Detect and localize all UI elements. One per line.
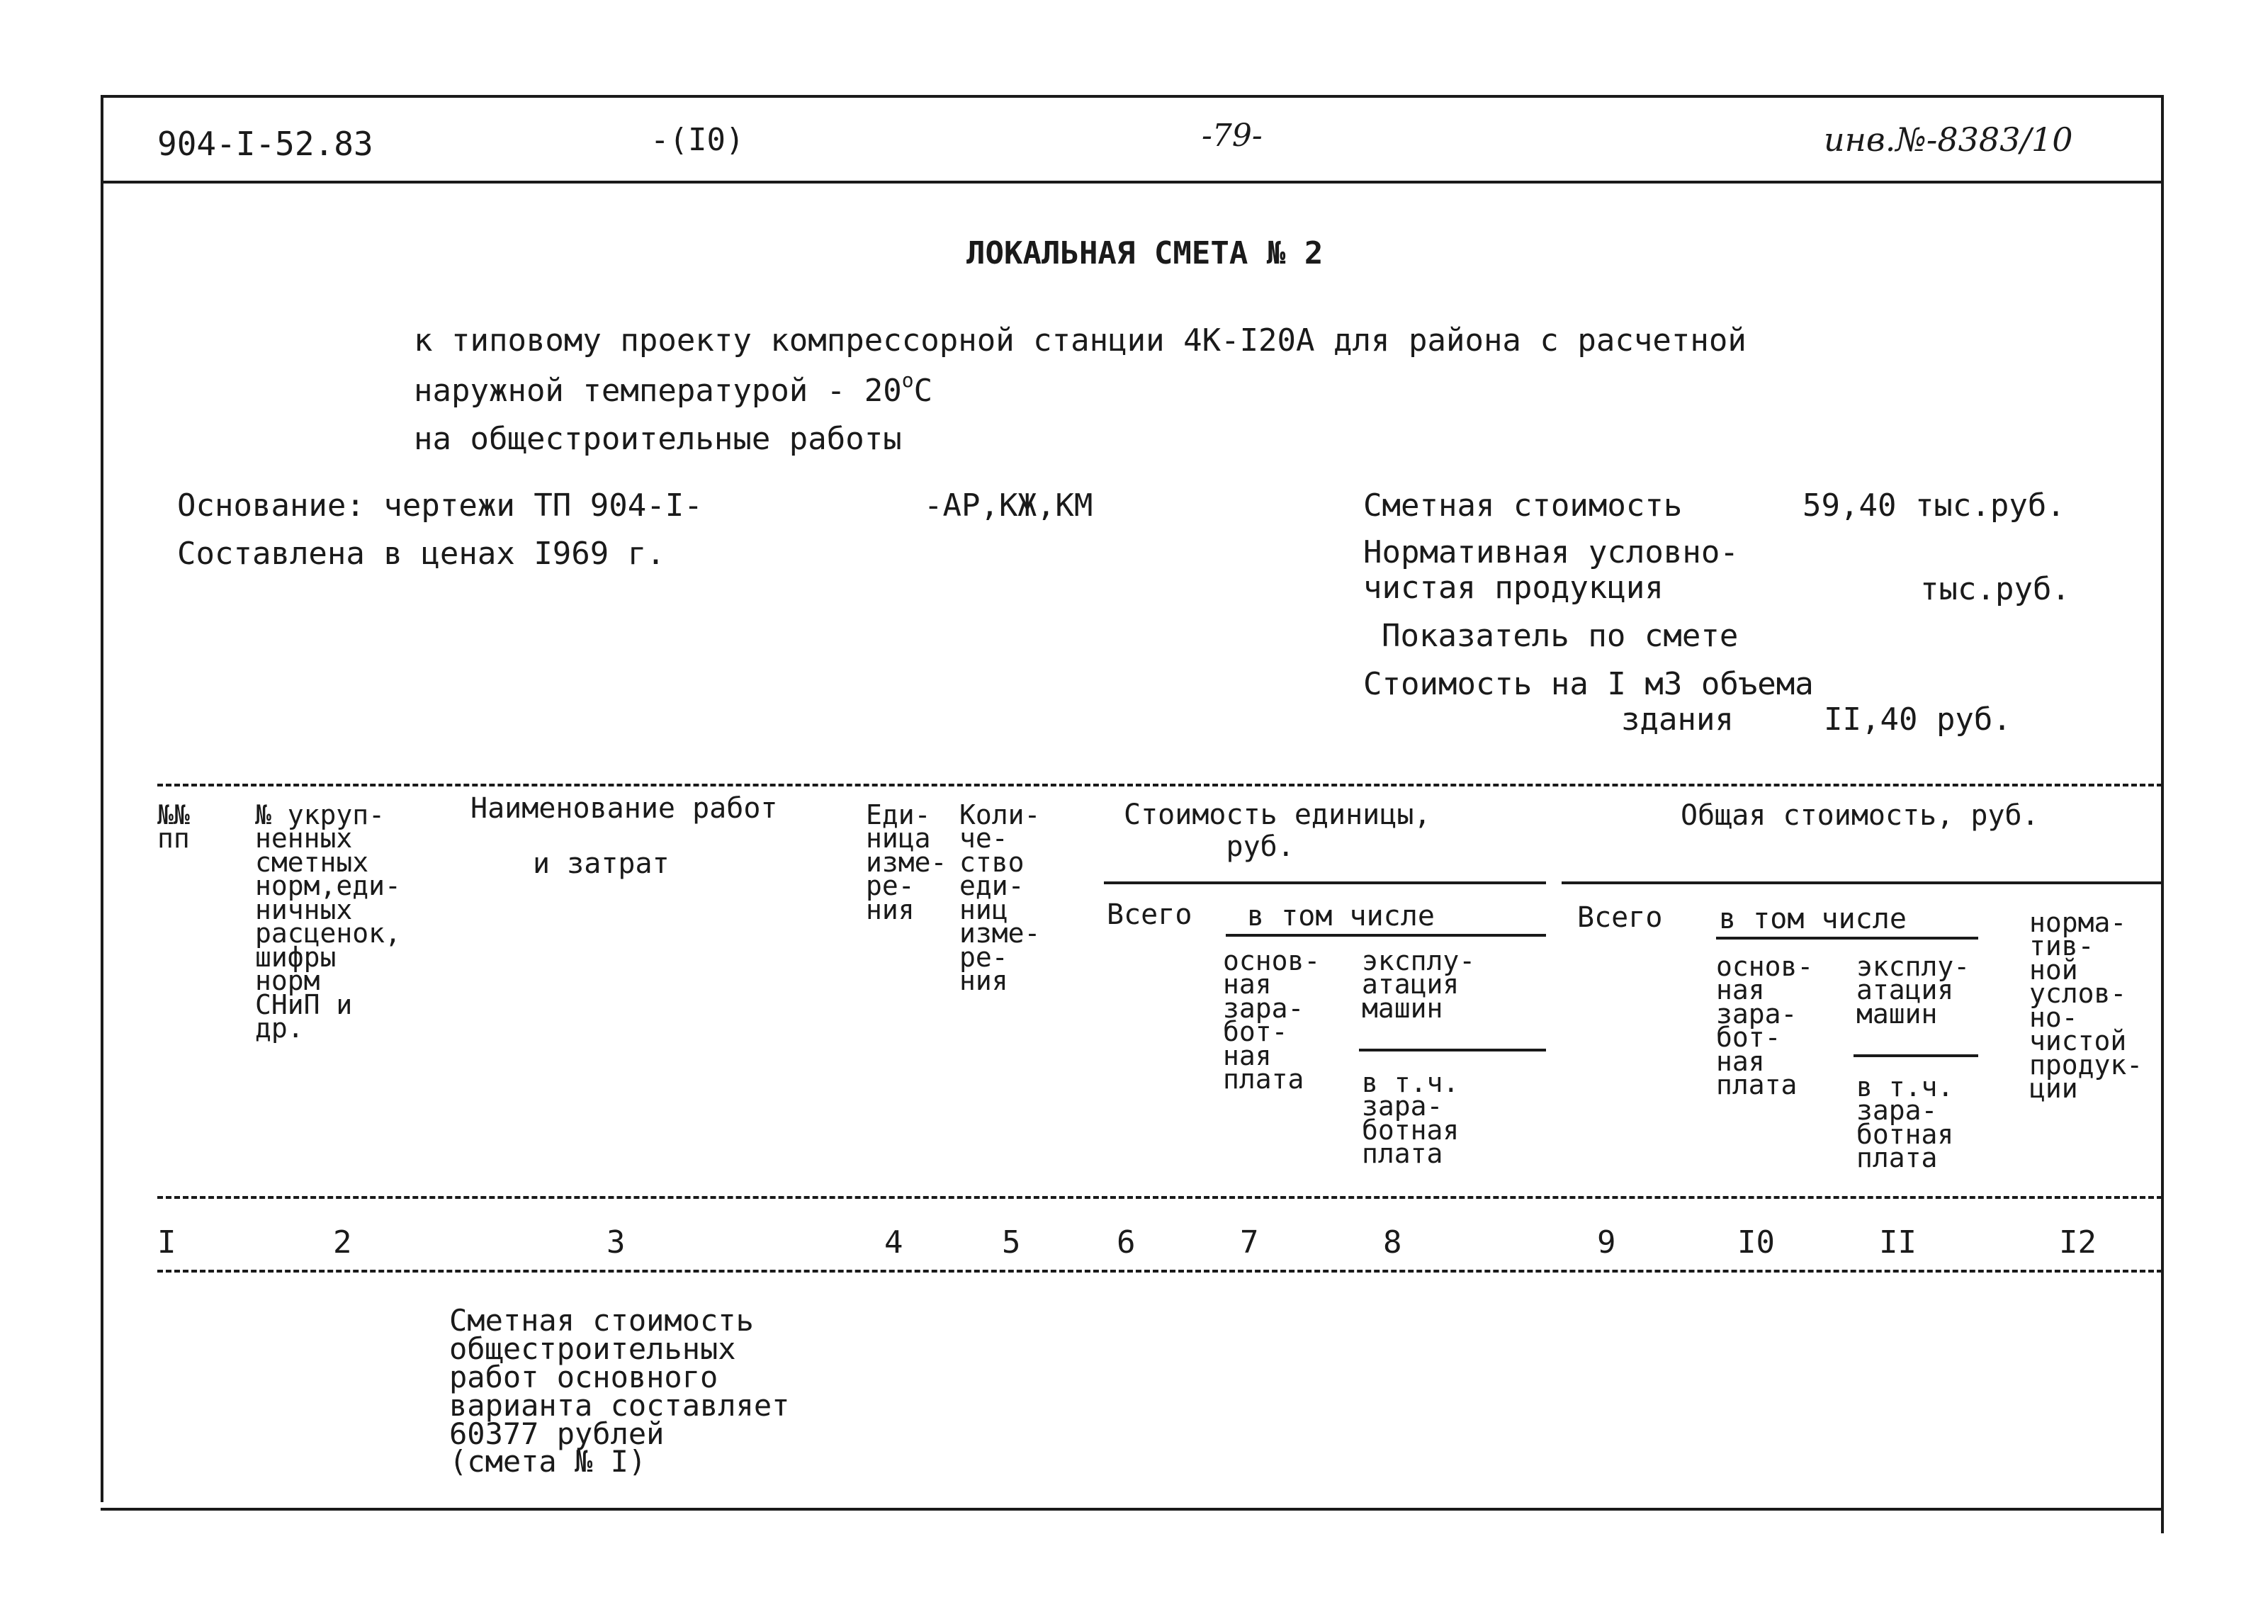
frame-bottom-border [101,1508,2164,1511]
unit-cost-including-underline [1226,934,1546,937]
section-number: -(I0) [650,122,745,158]
normative-output-label-1: Нормативная условно- [1363,534,1739,570]
total-cost-machines-underline [1854,1054,1978,1057]
total-cost-incl-wage-header: в т.ч. зара- ботная плата [1856,1071,1954,1174]
normative-output-column-header: норма- тив- ной услов- но- чистой продук- ции [2029,907,2143,1105]
subtitle-line-2-text: наружной температурой - 20 [414,373,902,409]
col-work-name-header-2: и затрат [533,847,670,880]
estimate-cost-value: 59,40 тыс.руб. [1802,487,2065,524]
column-number-6: 6 [1117,1224,1136,1261]
document-code: 904-I-52.83 [157,125,373,163]
indicator-label: Показатель по смете [1382,618,1739,654]
column-numbers-dashed-line [157,1270,2162,1273]
cost-per-m3-value: II,40 руб. [1824,701,2012,738]
degree-sign: о [901,368,914,392]
unit-cost-basic-wage-header: основ- ная зара- бот- ная плата [1223,945,1321,1095]
subtitle-line-2-unit: С [913,373,933,409]
total-cost-basic-wage-header: основ- ная зара- бот- ная плата [1716,951,1814,1101]
column-number-7: 7 [1240,1224,1259,1261]
col-norm-code-header: № укруп- ненных сметных норм,еди- ничных расценок, шифры норм СНиП и др. [255,799,401,1044]
total-cost-machines-header: эксплу- атация машин [1856,951,1970,1030]
col-work-name-header-1: Наименование работ [470,792,778,825]
estimate-note: Сметная стоимость общестроительных работ основного варианта составляет 60377 рублей (смета № I) [449,1303,790,1479]
table-header-bottom-dashed-line [157,1196,2162,1199]
building-label: здания [1621,701,1734,738]
estimate-cost-label: Сметная стоимость [1363,487,1683,524]
unit-cost-group-rule [1104,881,1546,884]
total-cost-including-underline [1716,937,1978,940]
unit-cost-machines-header: эксплу- атация машин [1362,945,1476,1024]
document-title: ЛОКАЛЬНАЯ СМЕТА № 2 [966,235,1324,271]
total-cost-including-header: в том числе [1719,903,1907,935]
column-number-8: 8 [1383,1224,1402,1261]
unit-cost-all-header: Всего [1107,898,1192,931]
unit-cost-machines-underline [1359,1049,1546,1051]
column-number-5: 5 [1002,1224,1021,1261]
cost-per-m3-label: Стоимость на I м3 объема [1363,666,1814,702]
total-cost-all-header: Всего [1577,901,1663,934]
unit-cost-group-header: Стоимость единицы, руб. [1124,799,1431,863]
column-number-10: I0 [1737,1224,1775,1261]
normative-output-unit: тыс.руб. [1920,571,2070,607]
unit-cost-including-header: в том числе [1247,900,1435,932]
frame-right-border [2161,95,2164,1533]
page-number: -79- [1202,118,1263,154]
column-number-3: 3 [607,1224,626,1261]
header-separator-line [101,181,2164,184]
frame-left-border [101,95,103,1502]
subtitle-line-2 [414,368,933,409]
total-cost-group-rule [1562,881,2162,884]
col-unit-header: Еди- ница изме- ре- ния [866,799,947,925]
basis-label: Основание: чертежи ТП 904-I- [177,487,703,524]
column-number-1: I [157,1224,176,1261]
column-number-4: 4 [884,1224,903,1261]
table-top-dashed-line [157,784,2162,786]
column-number-2: 2 [333,1224,352,1261]
price-level: Составлена в ценах I969 г. [177,536,665,572]
column-number-9: 9 [1597,1224,1616,1261]
column-number-11: II [1879,1224,1917,1261]
frame-top-border [101,95,2164,98]
col-row-number-header: №№ пп [157,799,190,855]
col-quantity-header: Коли- че- ство еди- ниц изме- ре- ния [959,799,1041,997]
subtitle-line-1: к типовому проекту компрессорной станции 4К-I20А для района с расчетной [414,322,1747,359]
inventory-number: инв.№-8383/10 [1824,120,2073,159]
basis-sheets: -АР,КЖ,КМ [924,487,1093,524]
subtitle-line-3: на общестроительные работы [414,421,902,457]
total-cost-group-header: Общая стоимость, руб. [1681,799,2039,832]
column-number-12: I2 [2059,1224,2097,1261]
normative-output-label-2: чистая продукция [1363,570,1664,606]
unit-cost-incl-wage-header: в т.ч. зара- ботная плата [1362,1067,1460,1170]
